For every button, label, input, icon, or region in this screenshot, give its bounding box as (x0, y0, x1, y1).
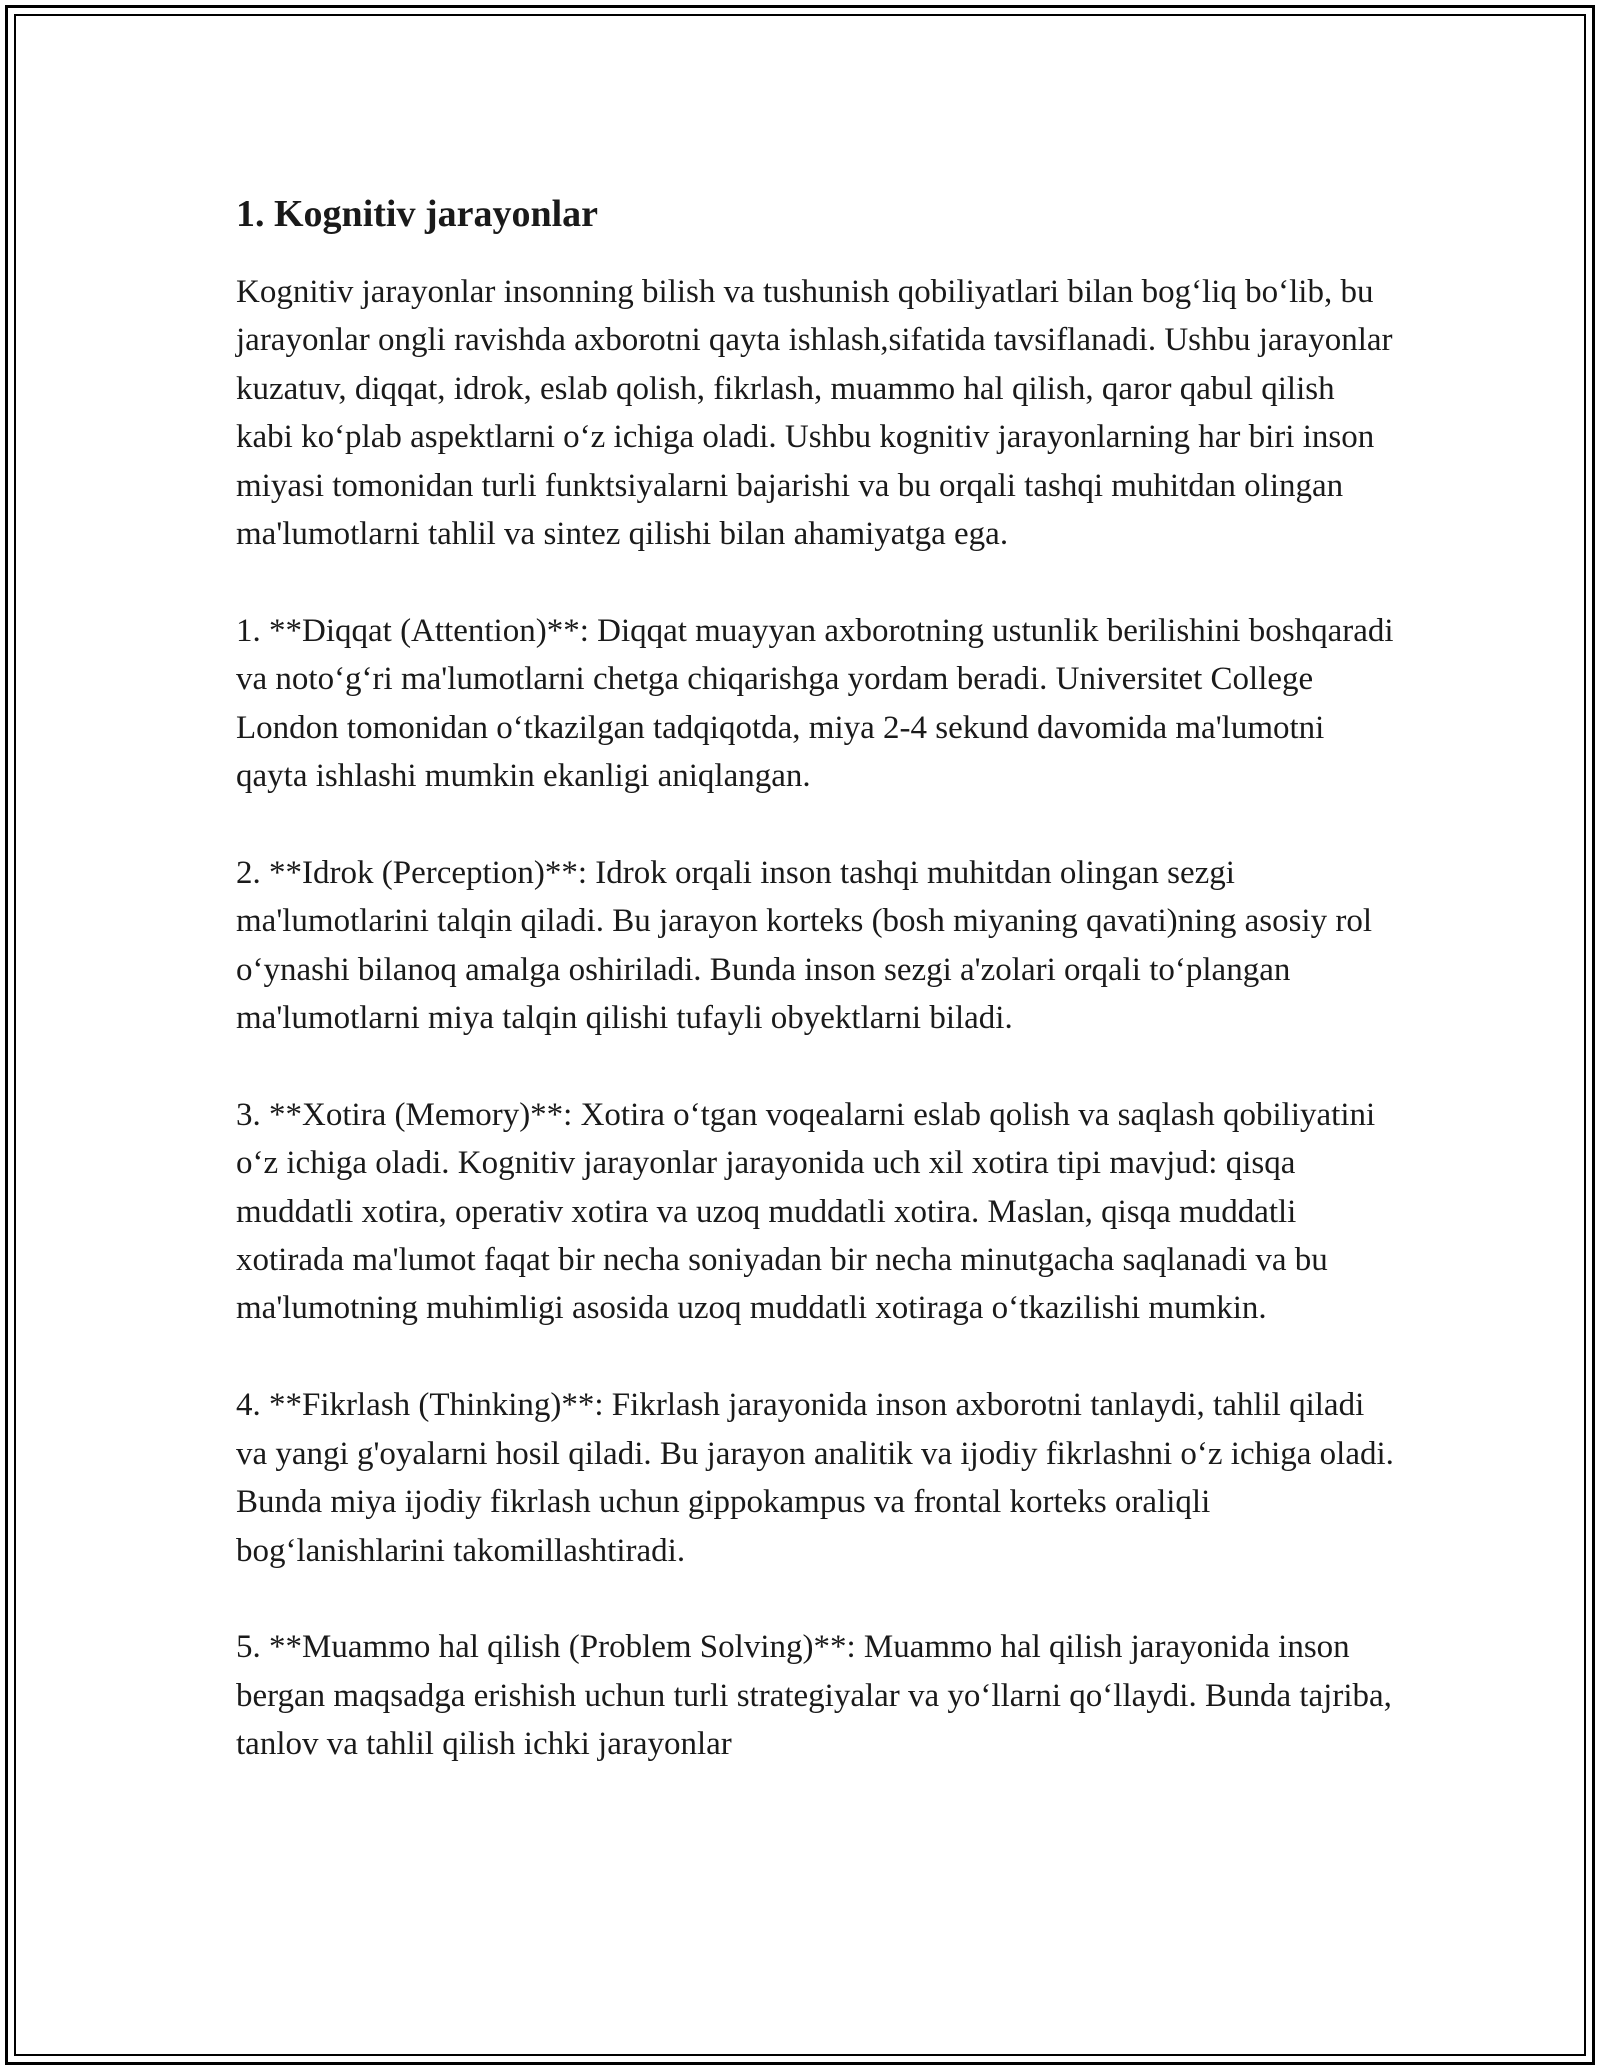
problem-solving-paragraph: 5. **Muammo hal qilish (Problem Solving)**: Muammo hal qilish jarayonida inson bergan maqsadga erishish uchun turli strategiyalar va yo‘llarni qo‘llaydi. Bunda tajriba, tanlov va tahlil qilish ichki jarayonlar (236, 1629, 1392, 1763)
section-heading: 1. Kognitiv jarayonlar (236, 193, 599, 235)
memory-paragraph: 3. **Xotira (Memory)**: Xotira o‘tgan voqealarni eslab qolish va saqlash qobiliyatini o‘z ichiga oladi. Kognitiv jarayonlar jarayonida uch xil xotira tipi mavjud: qisqa muddatli xotira, operativ xotira va uzoq muddatli xotira. Maslan, qisqa muddatli xotirada ma'lumot faqat bir necha soniyadan bir necha minutgacha saqlanadi va bu ma'lumotning muhimligi asosida uzoq muddatli xotiraga o‘tkazilishi mumkin. (236, 1096, 1376, 1327)
intro-paragraph: Kognitiv jarayonlar insonning bilish va tushunish qobiliyatlari bilan bog‘liq bo‘lib, bu jarayonlar ongli ravishda axborotni qayta ishlash,sifatida tavsiflanadi. Ushbu jarayonlar kuzatuv, diqqat, idrok, eslab qolish, fikrlash, muammo hal qilish, qaror qabul qilish kabi ko‘plab aspektlarni o‘z ichiga oladi. Ushbu kognitiv jarayonlarning har biri inson miyasi tomonidan turli funktsiyalarni bajarishi va bu orqali tashqi muhitdan olingan ma'lumotlarni tahlil va sintez qilishi bilan ahamiyatga ega. (236, 274, 1393, 553)
thinking-paragraph: 4. **Fikrlash (Thinking)**: Fikrlash jarayonida inson axborotni tanlaydi, tahlil qiladi va yangi g'oyalarni hosil qiladi. Bu jarayon analitik va ijodiy fikrlashni o‘z ichiga oladi. Bunda miya ijodiy fikrlash uchun gippokampus va frontal korteks oraliqli bog‘lanishlarini takomillashtiradi. (236, 1387, 1394, 1569)
perception-paragraph: 2. **Idrok (Perception)**: Idrok orqali inson tashqi muhitdan olingan sezgi ma'lumotlarini talqin qiladi. Bu jarayon korteks (bosh miyaning qavati)ning asosiy rol o‘ynashi bilanoq amalga oshiriladi. Bunda inson sezgi a'zolari orqali to‘plangan ma'lumotlarni miya talqin qilishi tufayli obyektlarni biladi. (236, 854, 1373, 1037)
attention-paragraph: 1. **Diqqat (Attention)**: Diqqat muayyan axborotning ustunlik berilishini boshqaradi va noto‘g‘ri ma'lumotlarni chetga chiqarishga yordam beradi. Universitet College London tomonidan o‘tkazilgan tadqiqotda, miya 2-4 sekund davomida ma'lumotni qayta ishlashi mumkin ekanligi aniqlangan. (236, 612, 1394, 795)
document-body (236, 186, 1396, 1817)
